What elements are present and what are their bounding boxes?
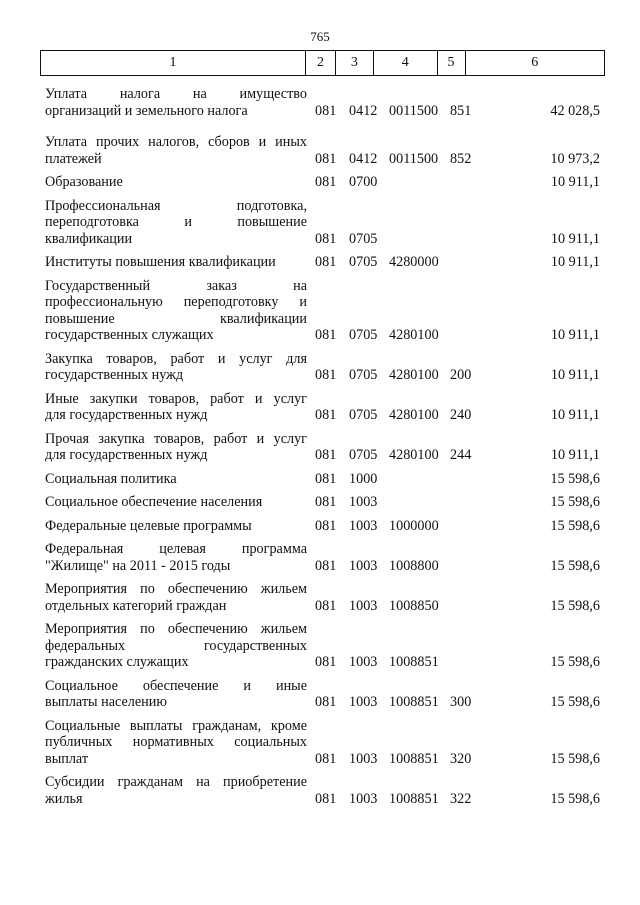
target-item-code: 1008851 <box>389 790 439 807</box>
row-description-line: Государственный заказ на <box>45 277 307 294</box>
target-item-code: 1008851 <box>389 750 439 767</box>
section-code: 1003 <box>349 494 378 510</box>
ministry-code: 081 <box>315 494 337 510</box>
row-description-line: государственных нужд <box>45 367 184 383</box>
row-description <box>45 86 307 119</box>
section-code: 1003 <box>349 790 378 807</box>
row-description-line: Профессиональная подготовка, <box>45 197 307 214</box>
amount: 15 598,6 <box>550 597 600 614</box>
row-description-line: организаций и земельного налога <box>45 102 248 119</box>
row-description-line: квалификации <box>45 230 133 247</box>
amount: 10 973,2 <box>550 150 600 167</box>
header-col-1: 1 <box>41 51 306 75</box>
expense-type-code: 200 <box>450 367 472 383</box>
amount: 10 911,1 <box>550 447 600 463</box>
row-description-line: гражданских служащих <box>45 654 189 670</box>
target-item-code: 4280100 <box>389 367 439 383</box>
ministry-code: 081 <box>315 470 337 487</box>
target-item-code: 0011500 <box>389 102 439 119</box>
table-row <box>45 518 600 535</box>
table-row <box>45 678 600 711</box>
header-col-4: 4 <box>374 51 438 75</box>
header-col-3: 3 <box>336 51 374 75</box>
row-description-line: жилья <box>45 790 83 807</box>
amount: 10 911,1 <box>550 174 600 190</box>
section-code: 0412 <box>349 102 378 119</box>
row-description-line: Иные закупки товаров, работ и услуг <box>45 390 307 407</box>
row-description-line: переподготовка и повышение <box>45 214 307 230</box>
page-number: 765 <box>310 29 330 44</box>
header-col-2: 2 <box>306 51 336 75</box>
target-item-code: 1008850 <box>389 597 439 614</box>
target-item-code: 0011500 <box>389 150 439 167</box>
section-code: 0705 <box>349 367 378 383</box>
table-row <box>45 471 600 488</box>
table-row <box>45 494 600 511</box>
ministry-code: 081 <box>315 254 337 270</box>
table-row <box>45 278 600 344</box>
table-row <box>45 254 600 271</box>
amount: 10 911,1 <box>550 230 600 247</box>
row-description <box>45 198 307 248</box>
amount: 15 598,6 <box>550 694 600 710</box>
row-description <box>45 518 307 535</box>
table-header <box>40 50 605 76</box>
amount: 10 911,1 <box>550 327 600 343</box>
row-description-line: отдельных категорий граждан <box>45 597 227 614</box>
table-row <box>45 541 600 574</box>
target-item-code: 4280100 <box>389 407 439 423</box>
amount: 15 598,6 <box>550 790 600 807</box>
row-description <box>45 581 307 614</box>
table-row <box>45 351 600 384</box>
row-description <box>45 774 307 807</box>
row-description <box>45 678 307 711</box>
amount: 10 911,1 <box>550 367 600 383</box>
expense-type-code: 320 <box>450 750 472 767</box>
row-description-line: Социальное обеспечение населения <box>45 494 263 510</box>
amount: 15 598,6 <box>550 494 600 510</box>
row-description <box>45 718 307 768</box>
ministry-code: 081 <box>315 230 337 247</box>
row-description-line: публичных нормативных социальных <box>45 734 307 750</box>
row-description-line: Уплата налога на имущество <box>45 86 307 102</box>
expense-type-code: 852 <box>450 150 472 167</box>
ministry-code: 081 <box>315 557 337 574</box>
row-description-line: Субсидии гражданам на приобретение <box>45 774 307 790</box>
target-item-code: 1000000 <box>389 517 439 534</box>
section-code: 0700 <box>349 174 378 190</box>
ministry-code: 081 <box>315 407 337 423</box>
section-code: 1000 <box>349 470 378 487</box>
target-item-code: 1008851 <box>389 694 439 710</box>
ministry-code: 081 <box>315 790 337 807</box>
row-description-line: Мероприятия по обеспечению жильем <box>45 621 307 637</box>
row-description-line: Образование <box>45 174 123 190</box>
table-row <box>45 718 600 768</box>
table-row <box>45 774 600 807</box>
expense-type-code: 322 <box>450 790 472 807</box>
section-code: 1003 <box>349 557 378 574</box>
header-col-5: 5 <box>438 51 466 75</box>
ministry-code: 081 <box>315 102 337 119</box>
row-description-line: повышение квалификации <box>45 310 307 327</box>
section-code: 1003 <box>349 517 378 534</box>
table-row <box>45 134 600 167</box>
row-description <box>45 174 307 191</box>
amount: 15 598,6 <box>550 470 600 487</box>
target-item-code: 4280000 <box>389 254 439 270</box>
target-item-code: 4280100 <box>389 447 439 463</box>
row-description-line: выплат <box>45 750 89 767</box>
section-code: 1003 <box>349 597 378 614</box>
table-row <box>45 431 600 464</box>
ministry-code: 081 <box>315 694 337 710</box>
row-description-line: для государственных нужд <box>45 407 208 423</box>
row-description <box>45 351 307 384</box>
row-description <box>45 278 307 344</box>
row-description <box>45 621 307 671</box>
table-row <box>45 621 600 671</box>
ministry-code: 081 <box>315 174 337 190</box>
row-description-line: Социальное обеспечение и иные <box>45 677 307 694</box>
row-description <box>45 541 307 574</box>
ministry-code: 081 <box>315 750 337 767</box>
table-row <box>45 581 600 614</box>
table-row <box>45 86 600 119</box>
ministry-code: 081 <box>315 327 337 343</box>
amount: 15 598,6 <box>550 750 600 767</box>
ministry-code: 081 <box>315 367 337 383</box>
section-code: 1003 <box>349 694 378 710</box>
row-description <box>45 134 307 167</box>
row-description <box>45 391 307 424</box>
ministry-code: 081 <box>315 150 337 167</box>
section-code: 0705 <box>349 327 378 343</box>
amount: 10 911,1 <box>550 407 600 423</box>
section-code: 1003 <box>349 750 378 767</box>
ministry-code: 081 <box>315 654 337 670</box>
section-code: 0705 <box>349 254 378 270</box>
row-description-line: Социальная политика <box>45 470 177 487</box>
row-description-line: Социальные выплаты гражданам, кроме <box>45 717 307 734</box>
expense-type-code: 244 <box>450 447 472 463</box>
amount: 42 028,5 <box>550 102 600 119</box>
row-description-line: Закупка товаров, работ и услуг для <box>45 350 307 367</box>
row-description <box>45 254 307 271</box>
target-item-code: 4280100 <box>389 327 439 343</box>
ministry-code: 081 <box>315 517 337 534</box>
row-description-line: Федеральная целевая программа <box>45 541 307 557</box>
row-description-line: Прочая закупка товаров, работ и услуг <box>45 430 307 447</box>
ministry-code: 081 <box>315 597 337 614</box>
expense-type-code: 300 <box>450 694 472 710</box>
section-code: 0705 <box>349 230 378 247</box>
amount: 15 598,6 <box>550 557 600 574</box>
amount: 10 911,1 <box>550 254 600 270</box>
ministry-code: 081 <box>315 447 337 463</box>
row-description-line: Мероприятия по обеспечению жильем <box>45 581 307 597</box>
section-code: 0412 <box>349 150 378 167</box>
amount: 15 598,6 <box>550 654 600 670</box>
row-description <box>45 494 307 511</box>
target-item-code: 1008851 <box>389 654 439 670</box>
row-description-line: для государственных нужд <box>45 447 208 463</box>
row-description-line: государственных служащих <box>45 327 214 343</box>
row-description-line: выплаты населению <box>45 694 167 710</box>
budget-table-body <box>45 86 600 807</box>
target-item-code: 1008800 <box>389 557 439 574</box>
header-col-6: 6 <box>531 55 539 70</box>
row-description <box>45 471 307 488</box>
row-description-line: Институты повышения квалификации <box>45 254 276 270</box>
row-description-line: Уплата прочих налогов, сборов и иных <box>45 134 307 150</box>
table-row <box>45 198 600 248</box>
expense-type-code: 851 <box>450 102 472 119</box>
row-description-line: профессиональную переподготовку и <box>45 294 307 310</box>
section-code: 0705 <box>349 447 378 463</box>
expense-type-code: 240 <box>450 407 472 423</box>
table-row <box>45 174 600 191</box>
row-description <box>45 431 307 464</box>
section-code: 1003 <box>349 654 378 670</box>
amount: 15 598,6 <box>550 517 600 534</box>
section-code: 0705 <box>349 407 378 423</box>
row-description-line: "Жилище" на 2011 - 2015 годы <box>45 557 231 574</box>
table-row <box>45 391 600 424</box>
row-description-line: Федеральные целевые программы <box>45 517 252 534</box>
row-description-line: федеральных государственных <box>45 637 307 654</box>
row-description-line: платежей <box>45 150 102 167</box>
